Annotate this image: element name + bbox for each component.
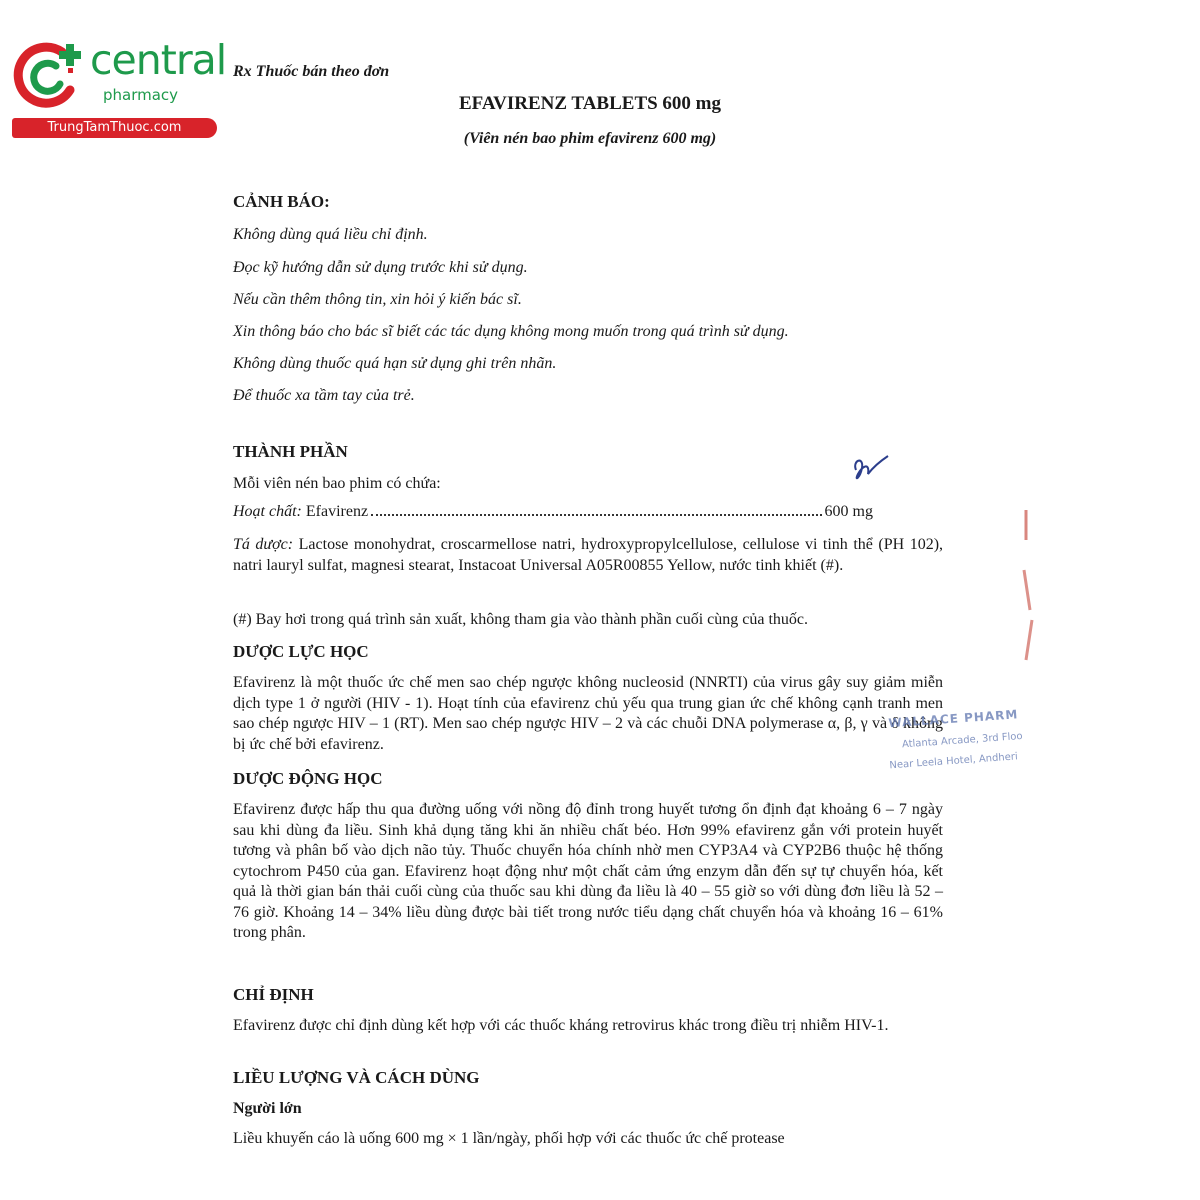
dot-leader [371,514,821,516]
indication-text: Efavirenz được chỉ định dùng kết hợp với các thuốc kháng retrovirus khác trong điều trị nhiễm HIV-1. [233,1017,889,1034]
pharmacokinetics-heading: DƯỢC ĐỘNG HỌC [233,769,383,788]
pharmacodynamics-heading: DƯỢC LỰC HỌC [233,642,369,661]
company-stamp [878,699,1053,786]
indication-heading: CHỈ ĐỊNH [233,985,314,1004]
active-amount: 600 mg [824,503,873,520]
warning-line: Không dùng thuốc quá hạn sử dụng ghi trên nhãn. [233,355,557,372]
excipient-label: Tá dược: [233,536,294,553]
active-ingredient-row [233,503,873,525]
dosage-text: Liều khuyến cáo là uống 600 mg × 1 lần/ngày, phối hợp với các thuốc ức chế protease [233,1130,785,1147]
active-name: Efavirenz [305,503,369,520]
document-subtitle: (Viên nén bao phim efavirenz 600 mg) [463,130,717,147]
warning-heading: CẢNH BÁO: [233,192,330,211]
dosage-heading: LIỀU LƯỢNG VÀ CÁCH DÙNG [233,1068,480,1087]
composition-intro: Mỗi viên nén bao phim có chứa: [233,475,441,492]
pharmacokinetics-text: Efavirenz được hấp thu qua đường uống với nồng độ đỉnh trong huyết tương ổn định đạt khoảng 6 – 7 ngày sau khi dùng đa liều. Sinh khả dụng tăng khi ăn nhiều chất béo. Hơn 99% efavirenz gắn với protein huyết tương và phân bố vào dịch não tủy. Thuốc chuyển hóa chính nhờ men CYP3A4 và CYP2B6 thuộc hệ thống cytochrom P450 của gan. Efavirenz hoạt động như một chất cảm ứng enzym dẫn đến sự tự chuyển hóa, kết quả là thời gian bán thải cuối cùng của thuốc sau khi dùng đa liều là 40 – 55 giờ so với dùng đơn liều là 52 – 76 giờ. Khoảng 14 – 34% liều dùng được bài tiết trong nước tiểu dạng chất chuyển hóa và khoảng 16 – 61% trong phân. [233,801,943,941]
document-title: EFAVIRENZ TABLETS 600 mg [458,93,722,114]
stamp-line: Atlanta Arcade, 3rd Floo [901,730,1023,751]
excipient-paragraph [233,535,943,576]
rx-label: Rx Thuốc bán theo đơn [233,63,390,80]
stamp-line: WALLACE PHARM [887,707,1019,731]
warning-line: Để thuốc xa tầm tay của trẻ. [233,387,415,404]
dosage-subheading: Người lớn [233,1100,302,1117]
stamp-line: Near Leela Hotel, Andheri [889,751,1019,772]
warning-line: Không dùng quá liều chỉ định. [233,226,428,243]
red-stamp-fragment [1016,500,1046,670]
warning-line: Đọc kỹ hướng dẫn sử dụng trước khi sử dụng. [233,259,528,276]
excipient-text: Lactose monohydrat, croscarmellose natri, hydroxypropylcellulose, cellulose vi tinh thể (PH 102), natri lauryl sulfat, magnesi stearat, Instacoat Universal A05R00855 Yellow, nước tinh khiết (#). [233,536,944,574]
composition-heading: THÀNH PHẦN [233,442,348,461]
signature-icon [848,452,894,488]
composition-note: (#) Bay hơi trong quá trình sản xuất, không tham gia vào thành phần cuối cùng của thuốc. [233,611,808,628]
pharmacodynamics-text: Efavirenz là một thuốc ức chế men sao chép ngược không nucleosid (NNRTI) của virus gây suy giảm miễn dịch type 1 ở người (HIV - 1). Hoạt tính của efavirenz chủ yếu qua trung gian ức chế không cạnh tranh men sao chép ngược HIV – 1 (RT). Men sao chép ngược HIV – 2 và các chuỗi DNA polymerase α, β, γ và δ không bị ức chế bởi efavirenz. [233,674,943,753]
logo-name: central [90,36,227,84]
logo-subtitle: pharmacy [103,86,179,104]
central-pharmacy-logo[interactable] [10,36,227,138]
warning-line: Xin thông báo cho bác sĩ biết các tác dụng không mong muốn trong quá trình sử dụng. [233,323,789,340]
logo-url: TrungTamThuoc.com [12,118,217,138]
warning-line: Nếu cần thêm thông tin, xin hỏi ý kiến bác sĩ. [233,291,522,308]
active-label: Hoạt chất: [233,503,302,520]
